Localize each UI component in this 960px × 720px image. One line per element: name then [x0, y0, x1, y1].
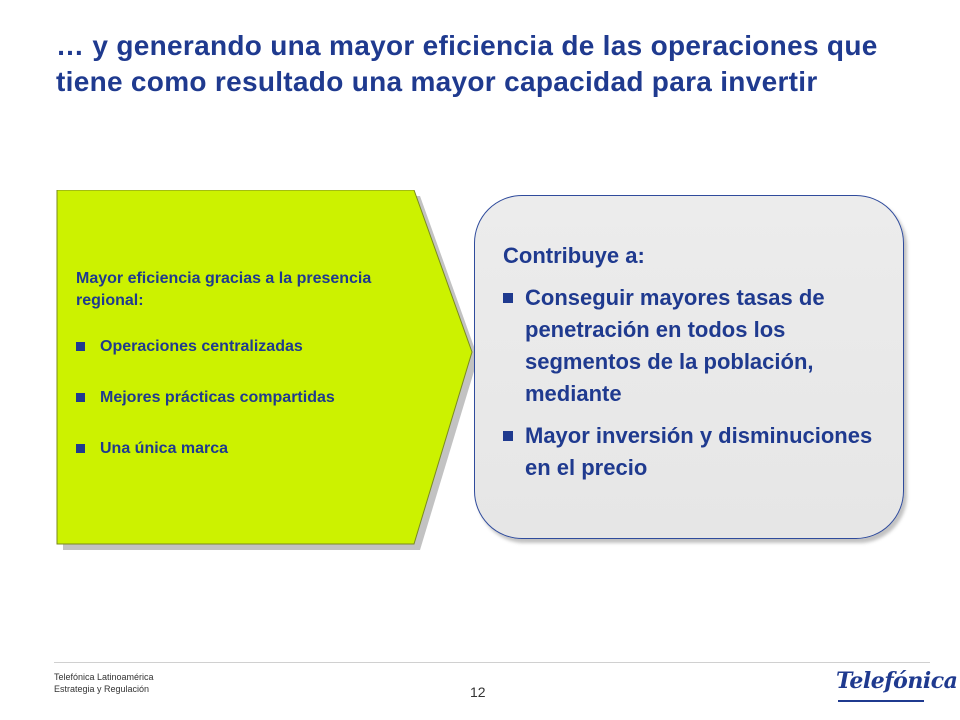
- footer-org: [54, 671, 154, 695]
- list-item: [503, 420, 883, 484]
- logo-underline: [838, 700, 924, 702]
- list-item-text: Mayor inversión y disminuciones en el precio: [525, 423, 873, 480]
- list-item: [76, 438, 436, 460]
- bullet-square-icon: [76, 444, 85, 453]
- list-item-text: Mejores prácticas compartidas: [100, 389, 335, 406]
- footer-org-line2: Estrategia y Regulación: [54, 684, 150, 694]
- bullet-square-icon: [76, 342, 85, 351]
- bullet-square-icon: [76, 393, 85, 402]
- slide-title: … y generando una mayor eficiencia de las operaciones que tiene como resultado una mayor capacidad para invertir: [56, 30, 878, 97]
- list-item: [503, 282, 883, 410]
- list-item-text: Una única marca: [100, 440, 229, 457]
- footer-org-line1: Telefónica Latinoamérica: [54, 672, 154, 682]
- left-panel-content: [76, 268, 436, 489]
- page-number: 12: [470, 684, 486, 700]
- list-item-text: Operaciones centralizadas: [100, 338, 303, 355]
- bullet-square-icon: [503, 293, 513, 303]
- list-item: [76, 336, 436, 358]
- footer-divider: [54, 662, 930, 663]
- right-panel-heading: Contribuye a:: [503, 243, 645, 268]
- bullet-square-icon: [503, 431, 513, 441]
- list-item: [76, 387, 436, 409]
- list-item-text: Conseguir mayores tasas de penetración en todos los segmentos de la población, mediante: [525, 285, 825, 406]
- right-panel-content: [503, 240, 883, 494]
- telefonica-logo: Telefónica: [836, 668, 958, 694]
- left-panel-heading: Mayor eficiencia gracias a la presencia regional:: [76, 270, 372, 309]
